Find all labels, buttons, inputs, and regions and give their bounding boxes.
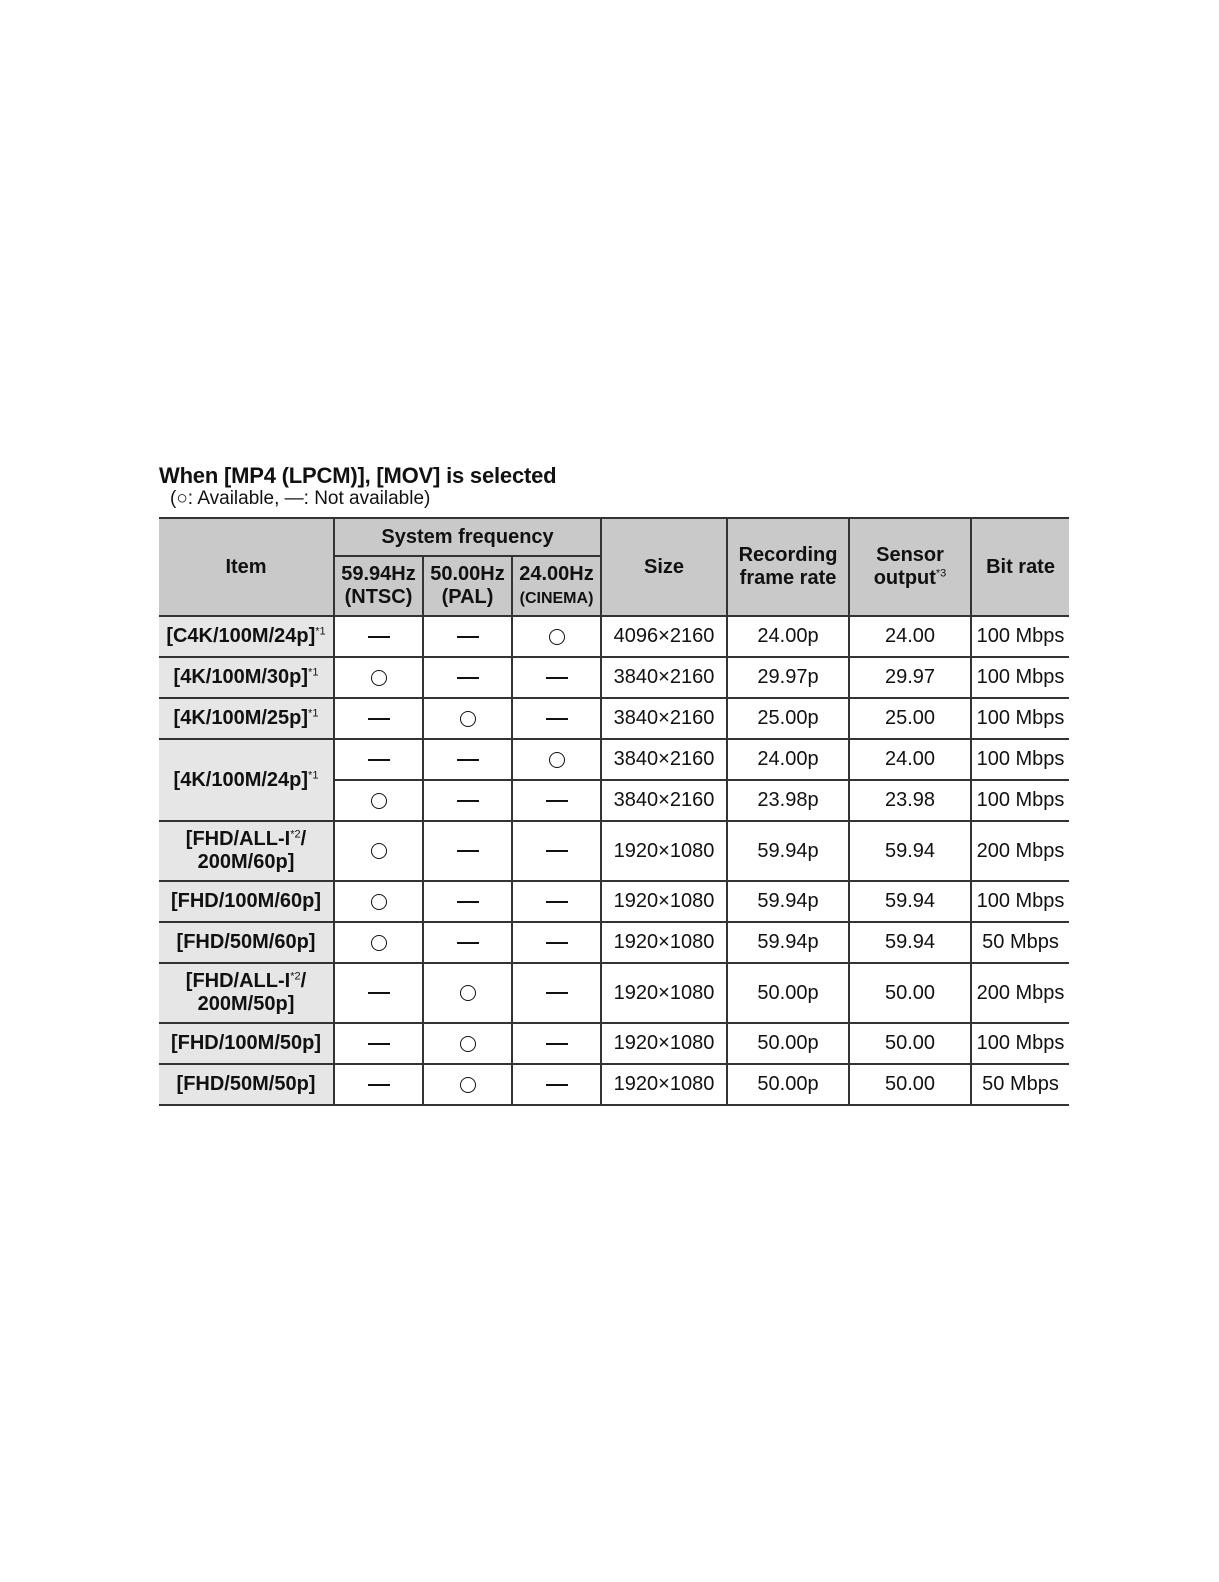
cell-cinema xyxy=(512,698,601,739)
cell-frame-rate: 24.00p xyxy=(727,616,849,657)
cell-frame-rate: 50.00p xyxy=(727,1064,849,1105)
table-row xyxy=(159,963,1069,1023)
cell-size: 1920×1080 xyxy=(601,1064,727,1105)
cell-sensor: 50.00 xyxy=(849,1023,971,1064)
not-available-dash-icon xyxy=(457,800,479,802)
row-item xyxy=(159,616,334,657)
cell-bit-rate: 200 Mbps xyxy=(971,963,1069,1023)
row-item xyxy=(159,1023,334,1064)
header-recording-line1: Recording xyxy=(738,544,838,566)
item-label: [FHD/50M/50p] xyxy=(176,1073,316,1095)
available-circle-icon xyxy=(371,894,387,910)
not-available-dash-icon xyxy=(368,992,390,994)
not-available-dash-icon xyxy=(457,901,479,903)
row-item xyxy=(159,1064,334,1105)
table-header xyxy=(159,518,1069,616)
cell-size: 1920×1080 xyxy=(601,1023,727,1064)
item-note: *1 xyxy=(308,666,319,679)
cell-size: 1920×1080 xyxy=(601,821,727,881)
cell-bit-rate: 100 Mbps xyxy=(971,780,1069,821)
item-label-slash: / xyxy=(300,970,307,992)
table-row xyxy=(159,657,1069,698)
cell-pal xyxy=(423,922,512,963)
row-item xyxy=(159,963,334,1023)
cell-pal xyxy=(423,881,512,922)
not-available-dash-icon xyxy=(546,800,568,802)
item-label-line1: [FHD/ALL-I xyxy=(185,828,291,850)
cell-pal xyxy=(423,1023,512,1064)
cell-bit-rate: 200 Mbps xyxy=(971,821,1069,881)
table-row xyxy=(159,1023,1069,1064)
cell-frame-rate: 50.00p xyxy=(727,1023,849,1064)
cell-sensor: 29.97 xyxy=(849,657,971,698)
cell-ntsc xyxy=(334,963,423,1023)
item-label-slash: / xyxy=(300,828,307,850)
cell-bit-rate: 100 Mbps xyxy=(971,698,1069,739)
available-circle-icon xyxy=(371,793,387,809)
not-available-dash-icon xyxy=(546,718,568,720)
header-ntsc-label: (NTSC) xyxy=(344,586,413,608)
cell-ntsc xyxy=(334,657,423,698)
header-sensor-note: *3 xyxy=(935,567,947,580)
cell-ntsc xyxy=(334,780,423,821)
item-note: *1 xyxy=(308,707,319,720)
item-note: *2 xyxy=(290,828,301,841)
not-available-dash-icon xyxy=(368,718,390,720)
cell-frame-rate: 25.00p xyxy=(727,698,849,739)
header-sensor-output xyxy=(849,518,971,616)
cell-sensor: 59.94 xyxy=(849,922,971,963)
cell-size: 3840×2160 xyxy=(601,780,727,821)
table-body xyxy=(159,616,1069,1105)
cell-ntsc xyxy=(334,739,423,780)
item-label: [FHD/100M/50p] xyxy=(170,1032,322,1054)
not-available-dash-icon xyxy=(368,1084,390,1086)
cell-pal xyxy=(423,739,512,780)
legend-text: (○: Available, —: Not available) xyxy=(170,488,431,509)
available-circle-icon xyxy=(460,985,476,1001)
cell-cinema xyxy=(512,780,601,821)
available-circle-icon xyxy=(460,1077,476,1093)
cell-size: 3840×2160 xyxy=(601,739,727,780)
cell-cinema xyxy=(512,657,601,698)
cell-bit-rate: 50 Mbps xyxy=(971,1064,1069,1105)
cell-cinema xyxy=(512,963,601,1023)
recording-spec-table xyxy=(159,517,1069,1106)
not-available-dash-icon xyxy=(457,636,479,638)
item-label-line2: 200M/60p] xyxy=(197,851,295,873)
header-recording-frame-rate xyxy=(727,518,849,616)
available-circle-icon xyxy=(549,752,565,768)
cell-ntsc xyxy=(334,881,423,922)
cell-frame-rate: 29.97p xyxy=(727,657,849,698)
not-available-dash-icon xyxy=(368,636,390,638)
header-cinema-hz: 24.00Hz xyxy=(519,563,594,585)
item-note: *1 xyxy=(315,625,326,638)
header-pal-label: (PAL) xyxy=(441,586,494,608)
item-label-line1: [FHD/ALL-I xyxy=(185,970,291,992)
not-available-dash-icon xyxy=(368,759,390,761)
cell-bit-rate: 100 Mbps xyxy=(971,657,1069,698)
not-available-dash-icon xyxy=(546,901,568,903)
not-available-dash-icon xyxy=(546,942,568,944)
cell-size: 1920×1080 xyxy=(601,881,727,922)
item-label: [4K/100M/30p] xyxy=(173,666,309,688)
table-row xyxy=(159,922,1069,963)
header-sensor-line1: Sensor xyxy=(876,544,944,566)
cell-bit-rate: 100 Mbps xyxy=(971,739,1069,780)
item-label-line2: 200M/50p] xyxy=(197,993,295,1015)
table-row xyxy=(159,698,1069,739)
cell-cinema xyxy=(512,1064,601,1105)
item-label: [FHD/100M/60p] xyxy=(170,890,322,912)
row-item xyxy=(159,739,334,821)
table-row xyxy=(159,739,1069,780)
header-size: Size xyxy=(601,518,727,616)
cell-frame-rate: 59.94p xyxy=(727,881,849,922)
not-available-dash-icon xyxy=(457,942,479,944)
row-item xyxy=(159,881,334,922)
header-bit-rate: Bit rate xyxy=(971,518,1069,616)
not-available-dash-icon xyxy=(457,759,479,761)
cell-size: 1920×1080 xyxy=(601,922,727,963)
available-circle-icon xyxy=(460,711,476,727)
header-pal xyxy=(423,556,512,616)
cell-size: 3840×2160 xyxy=(601,657,727,698)
cell-sensor: 25.00 xyxy=(849,698,971,739)
item-note: *2 xyxy=(290,970,301,983)
cell-pal xyxy=(423,780,512,821)
cell-frame-rate: 50.00p xyxy=(727,963,849,1023)
header-recording-line2: frame rate xyxy=(739,567,837,589)
table-row xyxy=(159,1064,1069,1105)
cell-pal xyxy=(423,963,512,1023)
table-row xyxy=(159,616,1069,657)
available-circle-icon xyxy=(371,670,387,686)
header-ntsc-hz: 59.94Hz xyxy=(341,563,416,585)
not-available-dash-icon xyxy=(546,677,568,679)
cell-cinema xyxy=(512,1023,601,1064)
row-item xyxy=(159,821,334,881)
available-circle-icon xyxy=(460,1036,476,1052)
cell-pal xyxy=(423,821,512,881)
cell-ntsc xyxy=(334,821,423,881)
available-circle-icon xyxy=(371,843,387,859)
cell-pal xyxy=(423,616,512,657)
not-available-dash-icon xyxy=(546,850,568,852)
table-row xyxy=(159,821,1069,881)
available-circle-icon xyxy=(371,935,387,951)
cell-bit-rate: 100 Mbps xyxy=(971,616,1069,657)
cell-pal xyxy=(423,698,512,739)
item-label: [FHD/50M/60p] xyxy=(176,931,316,953)
cell-ntsc xyxy=(334,1023,423,1064)
table-row xyxy=(159,881,1069,922)
item-label: [C4K/100M/24p] xyxy=(166,625,316,647)
available-circle-icon xyxy=(549,629,565,645)
not-available-dash-icon xyxy=(546,992,568,994)
header-ntsc xyxy=(334,556,423,616)
cell-size: 4096×2160 xyxy=(601,616,727,657)
cell-sensor: 59.94 xyxy=(849,821,971,881)
header-item: Item xyxy=(159,518,334,616)
row-item xyxy=(159,922,334,963)
cell-cinema xyxy=(512,821,601,881)
not-available-dash-icon xyxy=(457,850,479,852)
cell-frame-rate: 24.00p xyxy=(727,739,849,780)
cell-sensor: 23.98 xyxy=(849,780,971,821)
cell-sensor: 24.00 xyxy=(849,739,971,780)
not-available-dash-icon xyxy=(546,1043,568,1045)
cell-sensor: 24.00 xyxy=(849,616,971,657)
row-item xyxy=(159,698,334,739)
cell-sensor: 50.00 xyxy=(849,963,971,1023)
header-pal-hz: 50.00Hz xyxy=(430,563,505,585)
cell-cinema xyxy=(512,881,601,922)
item-label: [4K/100M/24p] xyxy=(173,768,309,791)
not-available-dash-icon xyxy=(546,1084,568,1086)
cell-ntsc xyxy=(334,616,423,657)
cell-cinema xyxy=(512,739,601,780)
row-item xyxy=(159,657,334,698)
cell-frame-rate: 59.94p xyxy=(727,922,849,963)
not-available-dash-icon xyxy=(368,1043,390,1045)
cell-sensor: 50.00 xyxy=(849,1064,971,1105)
header-cinema-label: (CINEMA) xyxy=(519,590,594,607)
cell-bit-rate: 100 Mbps xyxy=(971,881,1069,922)
cell-sensor: 59.94 xyxy=(849,881,971,922)
header-cinema xyxy=(512,556,601,616)
section-title: When [MP4 (LPCM)], [MOV] is selected xyxy=(159,463,557,488)
cell-frame-rate: 23.98p xyxy=(727,780,849,821)
cell-frame-rate: 59.94p xyxy=(727,821,849,881)
cell-ntsc xyxy=(334,1064,423,1105)
cell-size: 3840×2160 xyxy=(601,698,727,739)
not-available-dash-icon xyxy=(457,677,479,679)
cell-size: 1920×1080 xyxy=(601,963,727,1023)
header-system-frequency: System frequency xyxy=(334,518,601,556)
cell-cinema xyxy=(512,616,601,657)
header-sensor-line2: output xyxy=(873,567,936,589)
cell-pal xyxy=(423,657,512,698)
item-note: *1 xyxy=(308,768,319,781)
cell-cinema xyxy=(512,922,601,963)
cell-pal xyxy=(423,1064,512,1105)
cell-bit-rate: 100 Mbps xyxy=(971,1023,1069,1064)
cell-bit-rate: 50 Mbps xyxy=(971,922,1069,963)
cell-ntsc xyxy=(334,922,423,963)
cell-ntsc xyxy=(334,698,423,739)
item-label: [4K/100M/25p] xyxy=(173,707,309,729)
